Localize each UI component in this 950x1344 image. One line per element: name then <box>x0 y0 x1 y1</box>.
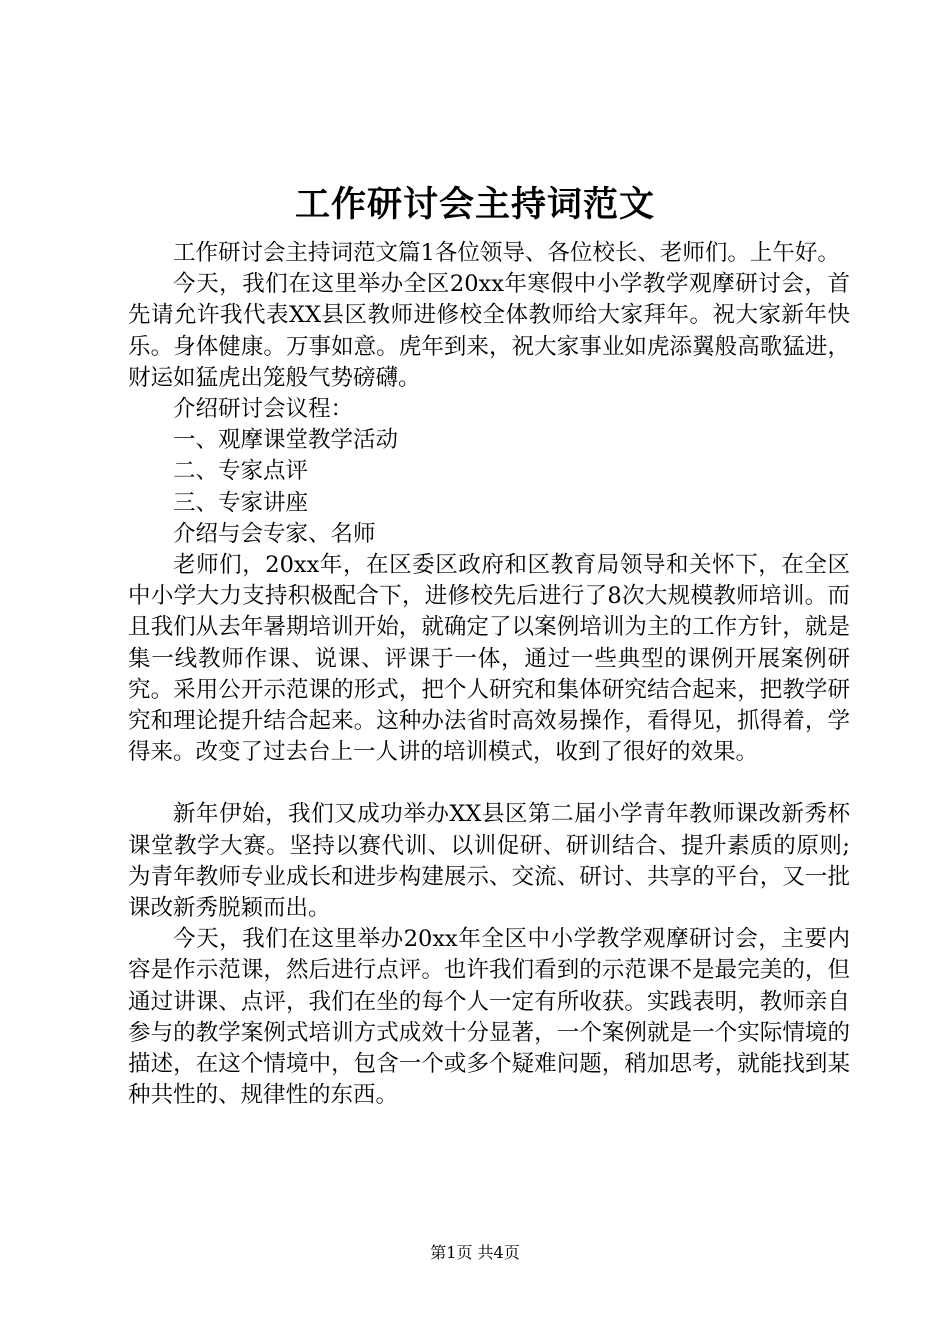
paragraph-opening: 今天，我们在这里举办全区20xx年寒假中小学教学观摩研讨会，首先请允许我代表XX县区教师进修校全体教师给大家拜年。祝大家新年快乐。身体健康。万事如意。虎年到来，祝大家事业如虎添翼般高歌猛进，财运如猛虎出笼般气势磅礴。 <box>128 271 850 391</box>
document-title: 工作研讨会主持词范文 <box>294 184 655 225</box>
document-body <box>128 238 850 1111</box>
paragraph-training-review: 老师们，20xx年，在区委区政府和区教育局领导和关怀下，在全区中小学大力支持积极配合下，进修校先后进行了8次大规模教师培训。而且我们从去年暑期培训开始，就确定了以案例培训为主的工作方针，就是集一线教师作课、说课、评课于一体，通过一些典型的课例开展案例研究。采用公开示范课的形式，把个人研究和集体研究结合起来，把教学研究和理论提升结合起来。这种办法省时高效易操作，看得见，抓得着，学得来。改变了过去台上一人讲的培训模式，收到了很好的效果。 <box>128 552 850 766</box>
paragraph-new-year-contest: 新年伊始，我们又成功举办XX县区第二届小学青年教师课改新秀杯课堂教学大赛。坚持以赛代训、以训促研、研训结合、提升素质的原则;为青年教师专业成长和进步构建展示、交流、研讨、共享的平台，又一批课改新秀脱颖而出。 <box>128 801 850 922</box>
agenda-item-3: 三、专家讲座 <box>173 489 309 516</box>
paragraph-experts-intro: 介绍与会专家、名师 <box>173 520 376 547</box>
paragraph-greeting: 工作研讨会主持词范文篇1各位领导、各位校长、老师们。上午好。 <box>173 240 840 266</box>
page-number-footer: 第1页 共4页 <box>430 1243 520 1262</box>
paragraph-today-seminar: 今天，我们在这里举办20xx年全区中小学教学观摩研讨会，主要内容是作示范课，然后进行点评。也许我们看到的示范课不是最完美的，但通过讲课、点评，我们在坐的每个人一定有所收获。实践表明，教师亲自参与的教学案例式培训方式成效十分显著，一个案例就是一个实际情境的描述，在这个情境中，包含一个或多个疑难问题，稍加思考，就能找到某种共性的、规律性的东西。 <box>128 926 850 1109</box>
agenda-item-2: 二、专家点评 <box>173 458 309 485</box>
agenda-item-1: 一、观摩课堂教学活动 <box>173 427 399 454</box>
paragraph-agenda-intro: 介绍研讨会议程： <box>173 396 354 423</box>
